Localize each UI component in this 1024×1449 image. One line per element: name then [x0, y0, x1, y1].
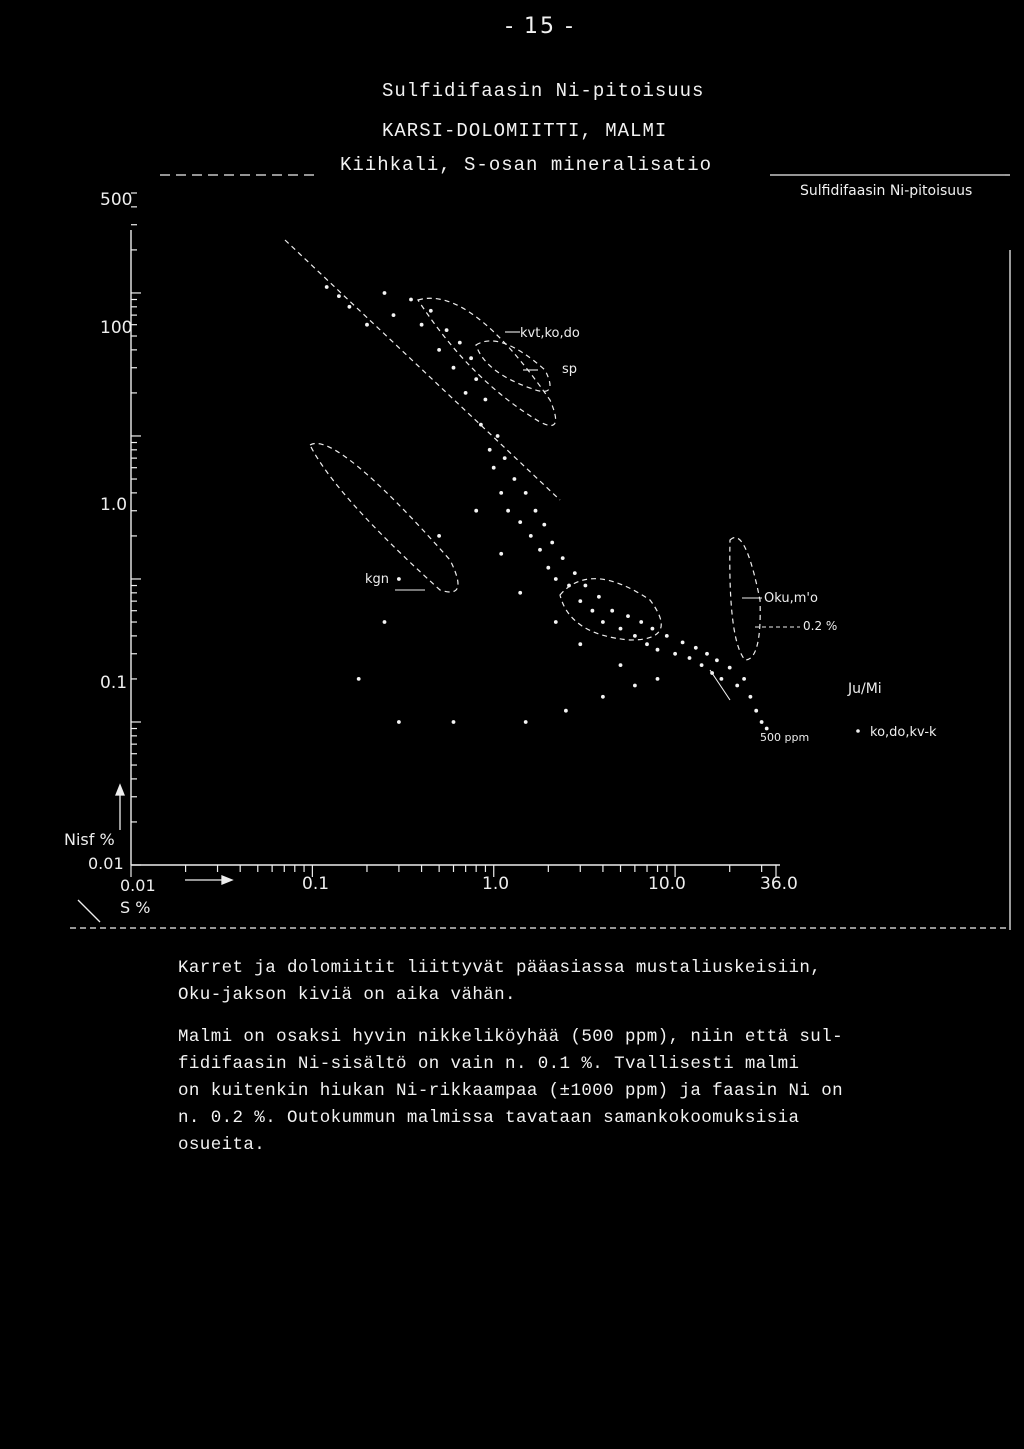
data-point [760, 720, 764, 724]
data-point [601, 695, 605, 699]
data-point [513, 477, 517, 481]
data-point [452, 366, 456, 370]
y-ticks [131, 193, 141, 865]
data-point [474, 509, 478, 513]
annotation-oku: Oku,m'o [764, 591, 818, 606]
annotation-pct: 0.2 % [803, 619, 838, 633]
annotation-kgn: kgn [365, 572, 390, 587]
data-point [554, 620, 558, 624]
data-point [601, 620, 605, 624]
page-number: - 15 - [505, 14, 575, 39]
data-point [499, 552, 503, 556]
data-point [397, 577, 401, 581]
data-point [524, 720, 528, 724]
data-point [715, 658, 719, 662]
y-tick-label-100: 100 [100, 318, 133, 338]
chart-subtitle-1: KARSI-DOLOMIITTI, MALMI [382, 120, 668, 142]
x-tick-label-36: 36.0 [760, 874, 798, 894]
paragraph-2 [178, 1024, 843, 1159]
chart-title: Sulfidifaasin Ni-pitoisuus [382, 80, 705, 102]
paragraph-2-line-1: Malmi on osaksi hyvin nikkeliköyhää (500 ppm), niin että sul- [178, 1027, 844, 1047]
y-tick-label-1: 1.0 [100, 495, 128, 515]
data-point [688, 656, 692, 660]
legend-item-label: ko,do,kv-k [870, 725, 937, 740]
y-tick-label-0.1: 0.1 [100, 673, 128, 693]
x-arrow-head [222, 876, 232, 884]
chart-frame [70, 175, 1010, 930]
data-point [728, 666, 732, 670]
data-point [420, 323, 424, 327]
y-axis-label: Nisf % [64, 830, 115, 849]
data-point [469, 356, 473, 360]
data-point [700, 663, 704, 667]
data-point [357, 677, 361, 681]
data-point [694, 646, 698, 650]
data-point [538, 548, 542, 552]
data-point [554, 577, 558, 581]
data-point [610, 609, 614, 613]
data-point [591, 609, 595, 613]
data-point [749, 695, 753, 699]
data-point [765, 727, 769, 731]
x-axis-label: S % [120, 898, 151, 917]
data-point [524, 491, 528, 495]
data-point [735, 684, 739, 688]
envelope-center [560, 579, 661, 640]
paragraph-1-line-2: Oku-jakson kiviä on aika vähän. [178, 985, 516, 1005]
data-point [673, 652, 677, 656]
data-point [633, 684, 637, 688]
data-point [546, 566, 550, 570]
annotation-ppm: 500 ppm [760, 731, 810, 744]
data-point [437, 534, 441, 538]
data-point [529, 534, 533, 538]
paragraph-1 [178, 955, 821, 1009]
data-point [720, 677, 724, 681]
corner-arrow [78, 900, 100, 922]
data-point [573, 571, 577, 575]
data-point [639, 620, 643, 624]
axes [131, 230, 780, 865]
data-point [564, 709, 568, 713]
data-point [458, 341, 462, 345]
data-point [550, 541, 554, 545]
data-point [651, 627, 655, 631]
data-point [397, 720, 401, 724]
data-point [409, 298, 413, 302]
data-point [619, 663, 623, 667]
data-point [365, 323, 369, 327]
x-tick-label-0.1: 0.1 [302, 874, 330, 894]
paragraph-2-line-2: fidifaasin Ni-sisältö on vain n. 0.1 %. Tvallisesti malmi [178, 1054, 800, 1074]
data-point [337, 294, 341, 298]
data-point [325, 285, 329, 289]
data-point [499, 491, 503, 495]
data-point [518, 591, 522, 595]
legend-marker [856, 729, 860, 733]
annotation-sp: sp [562, 362, 578, 377]
data-point [484, 398, 488, 402]
envelope-oku [730, 538, 760, 661]
data-point [503, 456, 507, 460]
data-point [464, 391, 468, 395]
data-point [561, 556, 565, 560]
data-point [665, 634, 669, 638]
data-point [496, 434, 500, 438]
data-point [506, 509, 510, 513]
data-point [626, 614, 630, 618]
data-point [383, 291, 387, 295]
data-point [479, 423, 483, 427]
data-point [754, 709, 758, 713]
data-point [429, 309, 433, 313]
data-point [492, 466, 496, 470]
data-point [488, 448, 492, 452]
annotation-kvt: kvt,ko,do [520, 326, 580, 341]
data-point [542, 523, 546, 527]
data-point [656, 677, 660, 681]
data-point [656, 648, 660, 652]
data-point [518, 520, 522, 524]
data-point [348, 305, 352, 309]
data-point [681, 641, 685, 645]
data-point [383, 620, 387, 624]
data-points [325, 285, 769, 730]
y-arrow-head [116, 785, 124, 795]
outlines [285, 240, 760, 660]
paragraph-2-line-5: osueita. [178, 1135, 266, 1155]
paragraph-2-line-3: on kuitenkin hiukan Ni-rikkaampaa (±1000 ppm) ja faasin Ni on [178, 1081, 844, 1101]
data-point [710, 671, 714, 675]
y-tick-label-500: 500 [100, 190, 133, 210]
data-point [633, 634, 637, 638]
data-point [567, 584, 571, 588]
data-point [645, 642, 649, 646]
data-point [584, 584, 588, 588]
envelope-kgn [310, 443, 458, 592]
paragraph-2-line-4: n. 0.2 %. Outokummun malmissa tavataan samankokoomuksisia [178, 1108, 800, 1128]
x-tick-label-10: 10.0 [648, 874, 686, 894]
paragraph-1-line-1: Karret ja dolomiitit liittyvät pääasiassa mustaliuskeisiin, [178, 958, 822, 978]
data-point [445, 328, 449, 332]
data-point [597, 595, 601, 599]
annotation-leaders [395, 332, 800, 700]
data-point [474, 377, 478, 381]
origin-y-label: 0.01 [88, 854, 124, 873]
data-point [534, 509, 538, 513]
data-point [742, 677, 746, 681]
data-point [437, 348, 441, 352]
legend-title: Ju/Mi [848, 681, 882, 697]
data-point [452, 720, 456, 724]
right-header-label: Sulfidifaasin Ni-pitoisuus [800, 183, 973, 199]
chart-subtitle-2: Kiihkali, S-osan mineralisatio [340, 154, 713, 176]
data-point [392, 313, 396, 317]
origin-x-label: 0.01 [120, 876, 156, 895]
data-point [705, 652, 709, 656]
data-point [578, 642, 582, 646]
x-tick-label-1: 1.0 [482, 874, 510, 894]
data-point [578, 599, 582, 603]
trend-line [285, 240, 560, 500]
data-point [619, 627, 623, 631]
